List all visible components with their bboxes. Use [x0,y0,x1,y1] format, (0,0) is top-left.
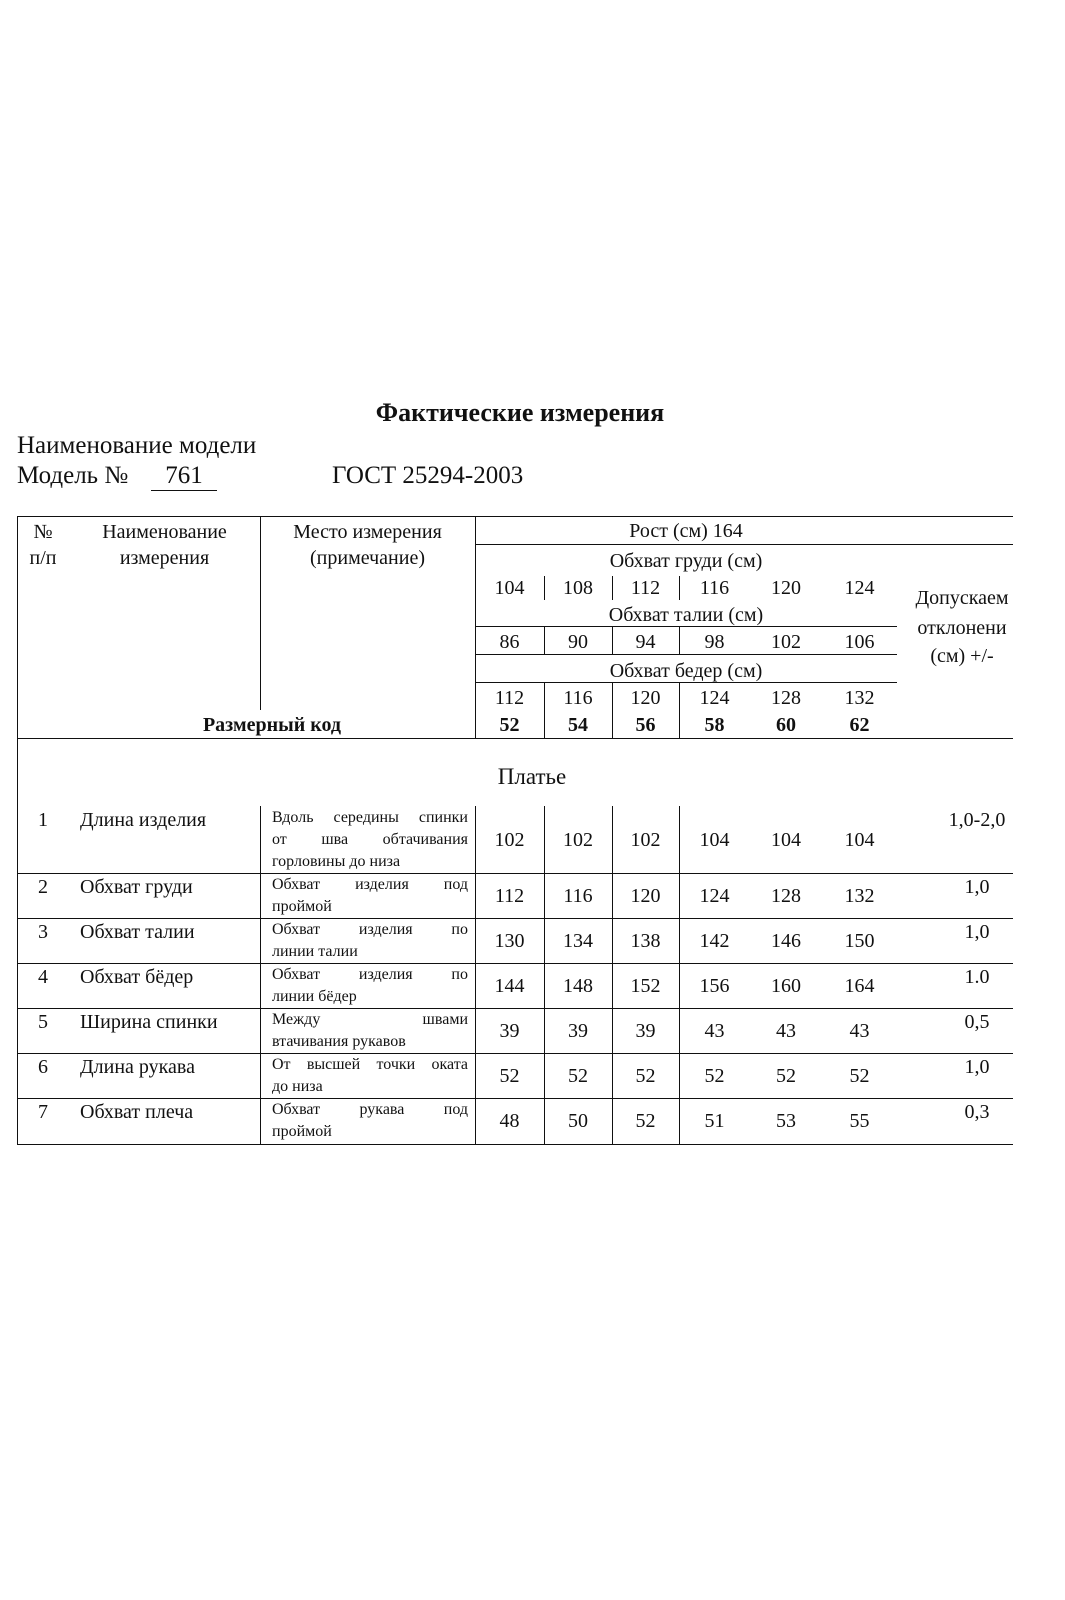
hip-value: 124 [699,687,730,709]
measurement-value: 52 [704,1065,725,1087]
row-note-line: проймой [272,898,332,915]
measurement-value: 138 [630,930,661,952]
row-divider [17,873,1013,874]
header-no: № [33,521,53,543]
hip-value: 116 [563,687,593,709]
waist-value: 106 [844,631,875,653]
header-bottom-border [17,738,1013,739]
header-no2: п/п [29,547,57,569]
header-hips: Обхват бедер (см) [609,660,763,682]
row-name: Длина изделия [80,809,207,831]
column-divider [260,1098,261,1144]
row-name: Обхват талии [80,921,195,943]
page-title: Фактические измерения [375,398,665,427]
tolerance-value: 1,0 [964,1056,990,1078]
measurement-value: 102 [563,829,593,851]
measurement-value: 132 [844,885,875,907]
measurement-value: 148 [563,975,593,997]
measurement-value: 51 [704,1110,725,1132]
row-divider [17,963,1013,964]
measurement-value: 48 [499,1110,520,1132]
table-bottom-border [17,1144,1013,1145]
row-divider [17,918,1013,919]
measurement-value: 50 [568,1110,588,1132]
header-height: Рост (см) 164 [629,520,743,542]
measurement-value: 104 [844,829,875,851]
row-name: Длина рукава [80,1056,195,1078]
size-code: 58 [704,714,725,736]
size-code: 52 [499,714,520,736]
row-divider [17,1098,1013,1099]
measurement-value: 39 [499,1020,520,1042]
size-code-label: Размерный код [202,714,342,736]
measurement-value: 53 [776,1110,796,1132]
row-note-line: От высшей точки оката [272,1056,468,1073]
waist-value: 94 [635,631,656,653]
measurement-value: 164 [844,975,875,997]
size-code: 60 [776,714,796,736]
measurement-value: 152 [630,975,661,997]
measurement-value: 52 [568,1065,588,1087]
model-number-label: Модель № [17,462,129,489]
waist-value: 98 [704,631,725,653]
measurement-value: 52 [776,1065,796,1087]
measurement-value: 142 [699,930,730,952]
measurement-value: 146 [771,930,801,952]
height-divider [475,544,1013,545]
measurement-value: 124 [699,885,730,907]
measurement-value: 160 [771,975,801,997]
measurement-value: 120 [630,885,661,907]
row-note-line: Обхват изделия по [272,966,468,983]
row-note-line: Между швами [272,1011,468,1028]
measurement-value: 55 [849,1110,870,1132]
row-note-line: Вдоль середины спинки [272,809,468,826]
row-note-line: проймой [272,1123,332,1140]
measurement-value: 150 [844,930,875,952]
measurement-value: 128 [771,885,801,907]
tolerance-value: 1,0 [964,876,990,898]
waist-value: 102 [771,631,801,653]
row-number: 2 [38,876,48,898]
measurement-value: 39 [635,1020,656,1042]
chest-value: 124 [844,577,875,599]
measurement-value: 156 [699,975,730,997]
tolerance-value: 1,0 [964,921,990,943]
measurement-value: 43 [704,1020,725,1042]
section-title: Платье [497,764,567,789]
header-tolerance3: (см) +/- [930,645,994,667]
row-note-line: Обхват изделия под [272,876,468,893]
size-code: 62 [849,714,870,736]
waist-divider [475,654,897,655]
model-name-label: Наименование модели [17,432,257,459]
measurement-value: 52 [849,1065,870,1087]
row-note-line: от шва обтачивания [272,831,468,848]
header-name2: измерения [119,547,210,569]
column-divider [260,806,261,873]
measurements-table [17,516,1013,1146]
row-note-line: горловины до низа [272,853,401,870]
row-number: 6 [38,1056,48,1078]
table-top-border [17,516,1013,517]
measurement-value: 144 [494,975,525,997]
size-code: 54 [568,714,588,736]
header-waist: Обхват талии (см) [608,604,764,626]
model-number-value: 761 [151,462,217,491]
hip-value: 132 [844,687,875,709]
row-name: Обхват груди [80,876,193,898]
measurement-value: 102 [494,829,525,851]
column-divider [260,963,261,1008]
row-note-line: до низа [272,1078,323,1095]
row-note-line: Обхват изделия по [272,921,468,938]
hip-value: 112 [494,687,525,709]
header-chest: Обхват груди (см) [609,550,763,572]
header-tolerance: Допускаем [915,587,1009,609]
measurement-value: 116 [563,885,593,907]
tolerance-value: 0,3 [964,1101,990,1123]
measurement-value: 43 [776,1020,796,1042]
measurement-value: 104 [699,829,730,851]
tolerance-value: 1,0-2,0 [948,809,1006,831]
chest-value: 120 [771,577,801,599]
row-number: 5 [38,1011,48,1033]
measurement-value: 112 [494,885,525,907]
header-place: Место измерения [293,521,442,543]
row-name: Обхват бёдер [80,966,194,988]
row-note-line: втачивания рукавов [272,1033,406,1050]
column-divider [260,1053,261,1098]
measurement-value: 102 [630,829,661,851]
row-divider [17,1053,1013,1054]
size-code: 56 [635,714,656,736]
tolerance-value: 1.0 [964,966,990,988]
row-name: Ширина спинки [80,1011,218,1033]
row-number: 1 [38,809,48,831]
row-divider [17,1008,1013,1009]
header-tolerance2: отклонени [917,617,1007,639]
row-number: 3 [38,921,48,943]
measurement-value: 39 [568,1020,588,1042]
row-number: 4 [38,966,48,988]
chest-value: 116 [699,577,730,599]
measurement-value: 52 [635,1065,656,1087]
chest-value: 104 [494,577,525,599]
waist-value: 86 [499,631,520,653]
measurement-value: 130 [494,930,525,952]
row-note-line: Обхват рукава под [272,1101,468,1118]
chest-value: 112 [630,577,661,599]
row-name: Обхват плеча [80,1101,194,1123]
column-divider [260,873,261,918]
hip-value: 128 [771,687,801,709]
measurement-value: 52 [635,1110,656,1132]
measurement-value: 104 [771,829,801,851]
header-place2: (примечание) [310,547,425,569]
header-name: Наименование [102,521,227,543]
waist-value: 90 [568,631,588,653]
row-note-line: линии бёдер [272,988,357,1005]
row-note-line: линии талии [272,943,358,960]
gost-standard: ГОСТ 25294-2003 [332,462,524,489]
hip-value: 120 [630,687,661,709]
column-divider [260,918,261,963]
measurement-value: 52 [499,1065,520,1087]
tolerance-value: 0,5 [964,1011,990,1033]
row-number: 7 [38,1101,48,1123]
measurement-value: 134 [563,930,593,952]
measurement-value: 43 [849,1020,870,1042]
chest-value: 108 [563,577,593,599]
column-divider [260,1008,261,1053]
